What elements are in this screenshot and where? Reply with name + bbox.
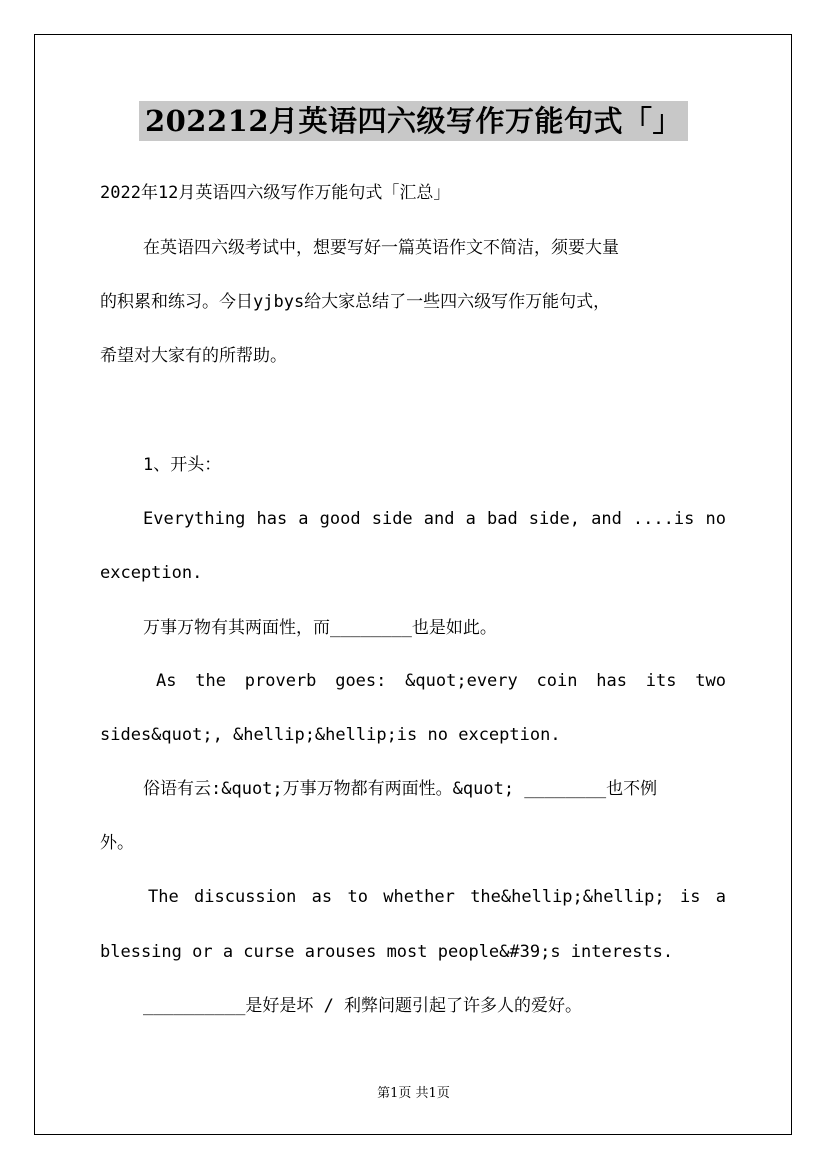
word: side [371,509,413,529]
word: to [347,887,368,907]
word: a [715,887,726,907]
word: bad [486,509,518,529]
word: ....is [632,509,695,529]
intro-line-3: 希望对大家有的所帮助。 [100,346,287,366]
word: two [695,671,726,691]
word: a [298,509,309,529]
word: coin [536,671,578,691]
word: discussion [194,887,297,907]
page-footer: 第1页 共1页 [377,1086,450,1101]
word: is [679,887,701,907]
word: whether [383,887,455,907]
word: proverb [244,671,317,691]
word: the&hellip;&hellip; [470,887,665,907]
sentence-2-line-2: sides&quot;, &hellip;&hellip;is no exception. [100,725,561,745]
word: The [148,887,179,907]
document-title: 202212月英语四六级写作万能句式「」 [139,101,688,141]
intro-line-1: 在英语四六级考试中，想要写好一篇英语作文不简洁，须要大量 [143,238,619,258]
word: As [156,671,177,691]
sentence-2-chinese-line-2: 外。 [100,833,134,853]
sentence-3-line-1 [148,885,726,909]
word: side, [528,509,580,529]
word: has [256,509,288,529]
word: good [319,509,361,529]
word: Everything [143,509,246,529]
word: and [591,509,622,529]
word: no [705,509,726,529]
word: a [465,509,476,529]
sentence-1-line-1 [143,507,726,531]
sentence-3-line-2: blessing or a curse arouses most people&#39;s interests. [100,942,674,962]
sentence-1-line-2: exception. [100,563,203,583]
sentence-2-chinese-line-1: 俗语有云:&quot;万事万物都有两面性。&quot; ________也不例 [143,779,658,799]
word: goes: [335,671,387,691]
document-subtitle: 2022年12月英语四六级写作万能句式「汇总」 [100,183,451,203]
word: &quot;every [405,671,518,691]
sentence-1-chinese: 万事万物有其两面性，而________也是如此。 [143,618,497,638]
word: has [596,671,627,691]
word: and [423,509,455,529]
sentence-3-chinese: __________是好是坏 / 利弊问题引起了许多人的爱好。 [143,996,583,1016]
intro-line-2: 的积累和练习。今日yjbys给大家总结了一些四六级写作万能句式， [100,292,611,312]
word: its [645,671,677,691]
word: the [195,671,226,691]
sentence-2-line-1 [156,669,726,693]
section-heading: 1、开头： [143,455,222,475]
word: as [311,887,333,907]
title-container [0,101,827,141]
